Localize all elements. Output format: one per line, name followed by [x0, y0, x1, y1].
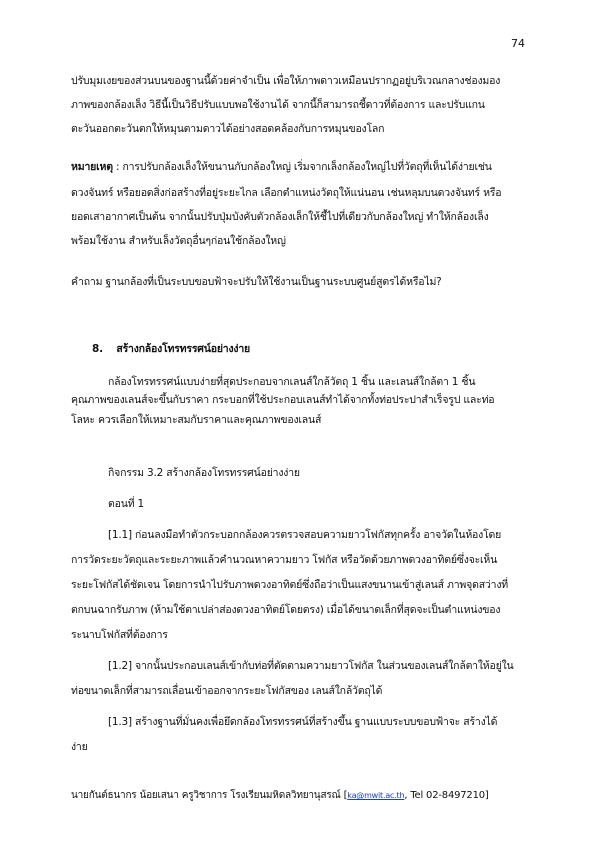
footer-author: นายกันต์ธนากร น้อยเสนา ครูวิชาการ โรงเรียนมหิดลวิทยานุสรณ์ [: [71, 790, 348, 801]
activity-part: ตอนที่ 1: [108, 498, 145, 510]
activity-title: กิจกรรม 3.2 สร้างกล้องโทรทรรศน์อย่างง่าย: [108, 467, 300, 479]
text-line: ปรับมุมเงยของส่วนบนของฐานนี้ด้วยค่าจำเป็น เพื่อให้ภาพดาวเหมือนปรากฏอยู่บริเวณกลางช่องมอง: [71, 75, 501, 87]
section-heading: [92, 340, 250, 357]
text-line: [1.2] จากนั้นประกอบเลนส์เข้ากับท่อที่ตัดตามความยาวโฟกัส ในส่วนของเลนส์ใกล้ตาให้อยู่ใน: [108, 660, 514, 672]
text-line: [1.3] สร้างฐานที่มั่นคงเพื่อยึดกล้องโทรทรรศน์ที่สร้างขึ้น ฐานแบบระบบขอบฟ้าจะ สร้างได้: [108, 716, 498, 728]
section-number: 8.: [92, 343, 103, 355]
text-line: ภาพของกล้องเล็ง วิธีนี้เป็นวิธีปรับแบบพอใช้งานได้ จากนี้ก็สามารถชี้ดาวที่ต้องการ และปรับแกน: [71, 99, 485, 111]
text-line: ระยะโฟกัสได้ชัดเจน โดยการนำไปรับภาพดวงอาทิตย์ซึ่งถือว่าเป็นแสงขนานเข้าสู่เลนส์ ภาพจุดสว่างที่: [71, 579, 508, 591]
text-line: ยอดเสาอากาศเป็นต้น จากนั้นปรับปุ่มบังคับตัวกล้องเล็กให้ชี้ไปที่เดียวกับกล้องใหญ่ ทำให้กล้องเล็ง: [71, 211, 489, 223]
text-line: กล้องโทรทรรศน์แบบง่ายที่สุดประกอบจากเลนส์ใกล้วัตถุ 1 ชิ้น และเลนส์ใกล้ตา 1 ชิ้น: [108, 376, 476, 388]
text-line: ตะวันออกตะวันตกให้หมุนตามดาวได้อย่างสอดคล้องกับการหมุนของโลก: [71, 123, 385, 135]
text-line: ตกบนฉากรับภาพ (ห้ามใช้ตาเปล่าส่องดวงอาทิตย์โดยตรง) เมื่อได้ขนาดเล็กที่สุดจะเป็นตำแหน่งของ: [71, 604, 501, 616]
page-footer: [71, 788, 489, 803]
section-title: สร้างกล้องโทรทรรศน์อย่างง่าย: [116, 343, 250, 355]
footer-tel: , Tel 02-8497210]: [404, 790, 489, 801]
note-label: หมายเหตุ: [71, 161, 113, 173]
text-line: การวัดระยะวัตถุและระยะภาพแล้วคำนวณหาความยาว โฟกัส หรือวัดด้วยภาพดวงอาทิตย์ซึ่งจะเห็น: [71, 554, 498, 566]
text-line: คุณภาพของเลนส์จะขึ้นกับราคา กระบอกที่ใช้ประกอบเลนส์ทำได้จากทั้งท่อประปาสำเร็จรูป และท่อ: [71, 394, 495, 406]
text-line: ง่าย: [71, 741, 88, 753]
text-line: [1.1] ก่อนลงมือทำตัวกระบอกกล้องควรตรวจสอบความยาวโฟกัสทุกครั้ง อาจวัดในห้องโดย: [108, 529, 502, 541]
text-line: โลหะ ควรเลือกให้เหมาะสมกับราคาและคุณภาพของเลนส์: [71, 414, 322, 426]
text-line: พร้อมใช้งาน สำหรับเล็งวัตถุอื่นๆก่อนใช้กล้องใหญ่: [71, 235, 286, 247]
text-line: ดวงจันทร์ หรือยอดสิ่งก่อสร้างที่อยู่ระยะไกล เลือกตำแหน่งวัตถุให้แน่นอน เช่นหลุมบนดวงจันทร์ หรือ: [71, 187, 502, 199]
text-line: ท่อขนาดเล็กที่สามารถเลื่อนเข้าออกจากระยะโฟกัสของ เลนส์ใกล้วัตถุได้: [71, 685, 383, 697]
question-text: คำถาม ฐานกล้องที่เป็นระบบขอบฟ้าจะปรับให้ใช้งานเป็นฐานระบบศูนย์สูตรได้หรือไม่?: [71, 276, 442, 288]
text-line: ระนาบโฟกัสที่ต้องการ: [71, 629, 168, 641]
page-number: 74: [511, 37, 525, 50]
text-line: : การปรับกล้องเล็งให้ขนานกับกล้องใหญ่ เริ่มจากเล็งกล้องใหญ่ไปที่วัตถุที่เห็นได้ง่ายเช่น: [112, 161, 492, 173]
footer-email-link[interactable]: ka@mwit.ac.th: [347, 791, 405, 800]
